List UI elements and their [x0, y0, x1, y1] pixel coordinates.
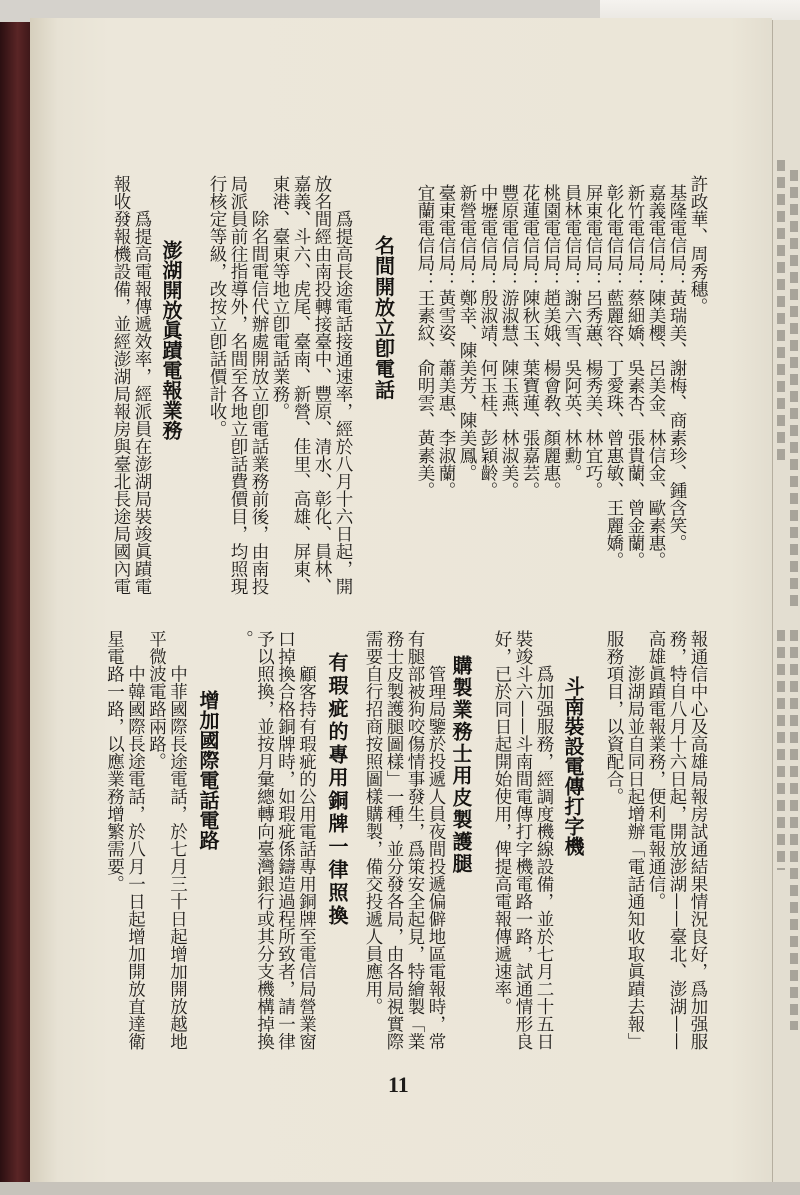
- scan-bottom-margin: [0, 1182, 800, 1195]
- article-text-line: 行核定等級，改按立卽話價計收。: [207, 175, 227, 438]
- staff-list-continuation: 許政華、周秀穗。: [688, 175, 708, 315]
- article-text-line: 務，特自八月十六日起，開放澎湖——臺北、澎湖——: [667, 630, 687, 1050]
- book-binding: [0, 22, 32, 1185]
- article-text-line: 平微波電路兩路。: [146, 630, 167, 770]
- article-text-line: 東港、臺東等地立卽電話業務。: [270, 175, 290, 420]
- article-text-line: 中韓國際長途電話，於八月一日起增加開放直達衛: [125, 665, 146, 1050]
- staff-list-line: 臺東電信局：黃雪姿、蕭美惠、李淑蘭。: [436, 183, 456, 499]
- article-text-line: 務士皮製護腿圖樣」一種，並分發各局，由各局視實際: [384, 630, 404, 1050]
- article-text-line: 報收發報機設備，並經澎湖局報房與臺北長途局國內電: [111, 175, 131, 595]
- staff-list-line: 桃園電信局：趙美娥、楊會敎、顏麗惠。: [541, 183, 561, 499]
- staff-list-line: 宜蘭電信局：王素紋、俞明雲、黃素美。: [415, 183, 435, 499]
- article-text-line: 嘉義、斗六、虎尾、臺南、新營、佳里、高雄、屏東、: [291, 175, 311, 595]
- article-heading: 名間開放立卽電話: [371, 235, 396, 400]
- staff-list-line: 嘉義電信局：陳美櫻、呂美金、林信金、歐素惠。: [646, 183, 666, 569]
- staff-list-line: 新竹電信局：蔡細嬌、吳素杏、張貴蘭、曾金蘭。: [625, 183, 645, 569]
- article-heading: 增加國際電話電路: [196, 690, 220, 850]
- article-heading: 有瑕疵的專用銅牌一律照換: [325, 652, 349, 928]
- staff-list-line: 中壢電信局：殷淑靖、何玉桂、彭穎齡。: [478, 183, 498, 499]
- staff-list-line: 彰化電信局：藍麗容、丁愛珠、曾惠敏、王麗嬌。: [604, 183, 624, 569]
- article-text-line: 爲提高長途電話接通速率，經於八月十六日起，開: [333, 210, 353, 595]
- staff-list-line: 新營電信局：鄭幸、陳美芳、陳美鳳。: [457, 183, 477, 482]
- adjacent-page-text-fragment: [777, 630, 785, 870]
- adjacent-page-text-fragment: [790, 170, 798, 610]
- staff-list-line: 屏東電信局：呂秀蕙、楊秀美、林宜巧。: [583, 183, 603, 499]
- staff-list-line: 員林電信局：謝六雪、吳阿英、林勳。: [562, 183, 582, 482]
- page-number: 11: [388, 1072, 409, 1097]
- adjacent-page-text-fragment: [790, 630, 798, 1030]
- article-heading: 澎湖開放眞蹟電報業務: [159, 240, 183, 440]
- article-text-line: 高雄眞蹟電報業務，便利電報通信。: [646, 630, 666, 910]
- adjacent-page-edge: [772, 20, 800, 1195]
- staff-list-line: 基隆電信局：黃瑞美、謝梅、商素珍、鍾含笑。: [667, 183, 687, 552]
- article-text-line: 予以照換，並按月彙總轉向臺灣銀行或其分支機構掉換: [254, 630, 275, 1050]
- article-heading: 斗南裝設電傳打字機: [561, 676, 585, 856]
- article-text-line: 有腿部被狗咬傷情事發生，爲策安全起見，特繪製「業: [405, 630, 425, 1050]
- article-text-line: 裝竣斗六——斗南間電傳打字機電路一路，試通情形良: [513, 630, 533, 1050]
- article-text-line: 口掉換合格銅牌時，如瑕疵係鑄造過程所致者，請一律: [275, 630, 296, 1050]
- staff-list-line: 豐原電信局：游淑慧、陳玉燕、林淑美。: [499, 183, 519, 499]
- article-text-line: 澎湖局並自同日起增辦「電話通知收取眞蹟去報」: [625, 665, 645, 1050]
- lower-text-block: [104, 630, 709, 1070]
- article-text-line: 星電路一路，以應業務增繁需要。: [104, 630, 125, 893]
- staff-list-line: 花蓮電信局：陳秋玉、葉寶蓮、張嘉芸。: [520, 183, 540, 499]
- article-text-line: 管理局鑒於投遞人員夜間投遞偏僻地區電報時，常: [426, 665, 446, 1050]
- article-text-line: 顧客持有瑕疵的公用電話專用銅牌至電信局營業窗: [296, 665, 317, 1050]
- article-text-line: 放名間經由南投轉接臺中、豐原、清水、彰化、員林、: [312, 175, 332, 595]
- adjacent-page-text-fragment: [777, 160, 785, 460]
- article-text-line: 。: [233, 630, 254, 648]
- article-text-line: 中菲國際長途電話，於七月三十日起增加開放越地: [167, 665, 188, 1050]
- article-text-line: 報通信中心及高雄局報房試通結果情況良好，爲加强服: [688, 630, 708, 1050]
- article-text-line: 需要自行招商按照圖樣購製，備交投遞人員應用。: [363, 630, 383, 1015]
- article-text-line: 服務項目，以資配合。: [604, 630, 624, 805]
- article-text-line: 局派員前往指導外，名間至各地立卽話費價目，均照現: [228, 175, 248, 595]
- article-text-line: 除名間電信代辦處開放立卽電話業務前後，由南投: [249, 210, 269, 595]
- article-heading: 購製業務士用皮製護腿: [449, 655, 473, 875]
- upper-text-block: [110, 175, 708, 615]
- article-text-line: 爲加强服務，經調度機線設備，並於七月二十五日: [534, 665, 554, 1050]
- article-text-line: 好，已於同日起開始使用，俾提高電報傳遞速率。: [492, 630, 512, 1015]
- article-text-line: 爲提高電報傳遞效率，經派員在澎湖局裝竣眞蹟電: [132, 210, 152, 595]
